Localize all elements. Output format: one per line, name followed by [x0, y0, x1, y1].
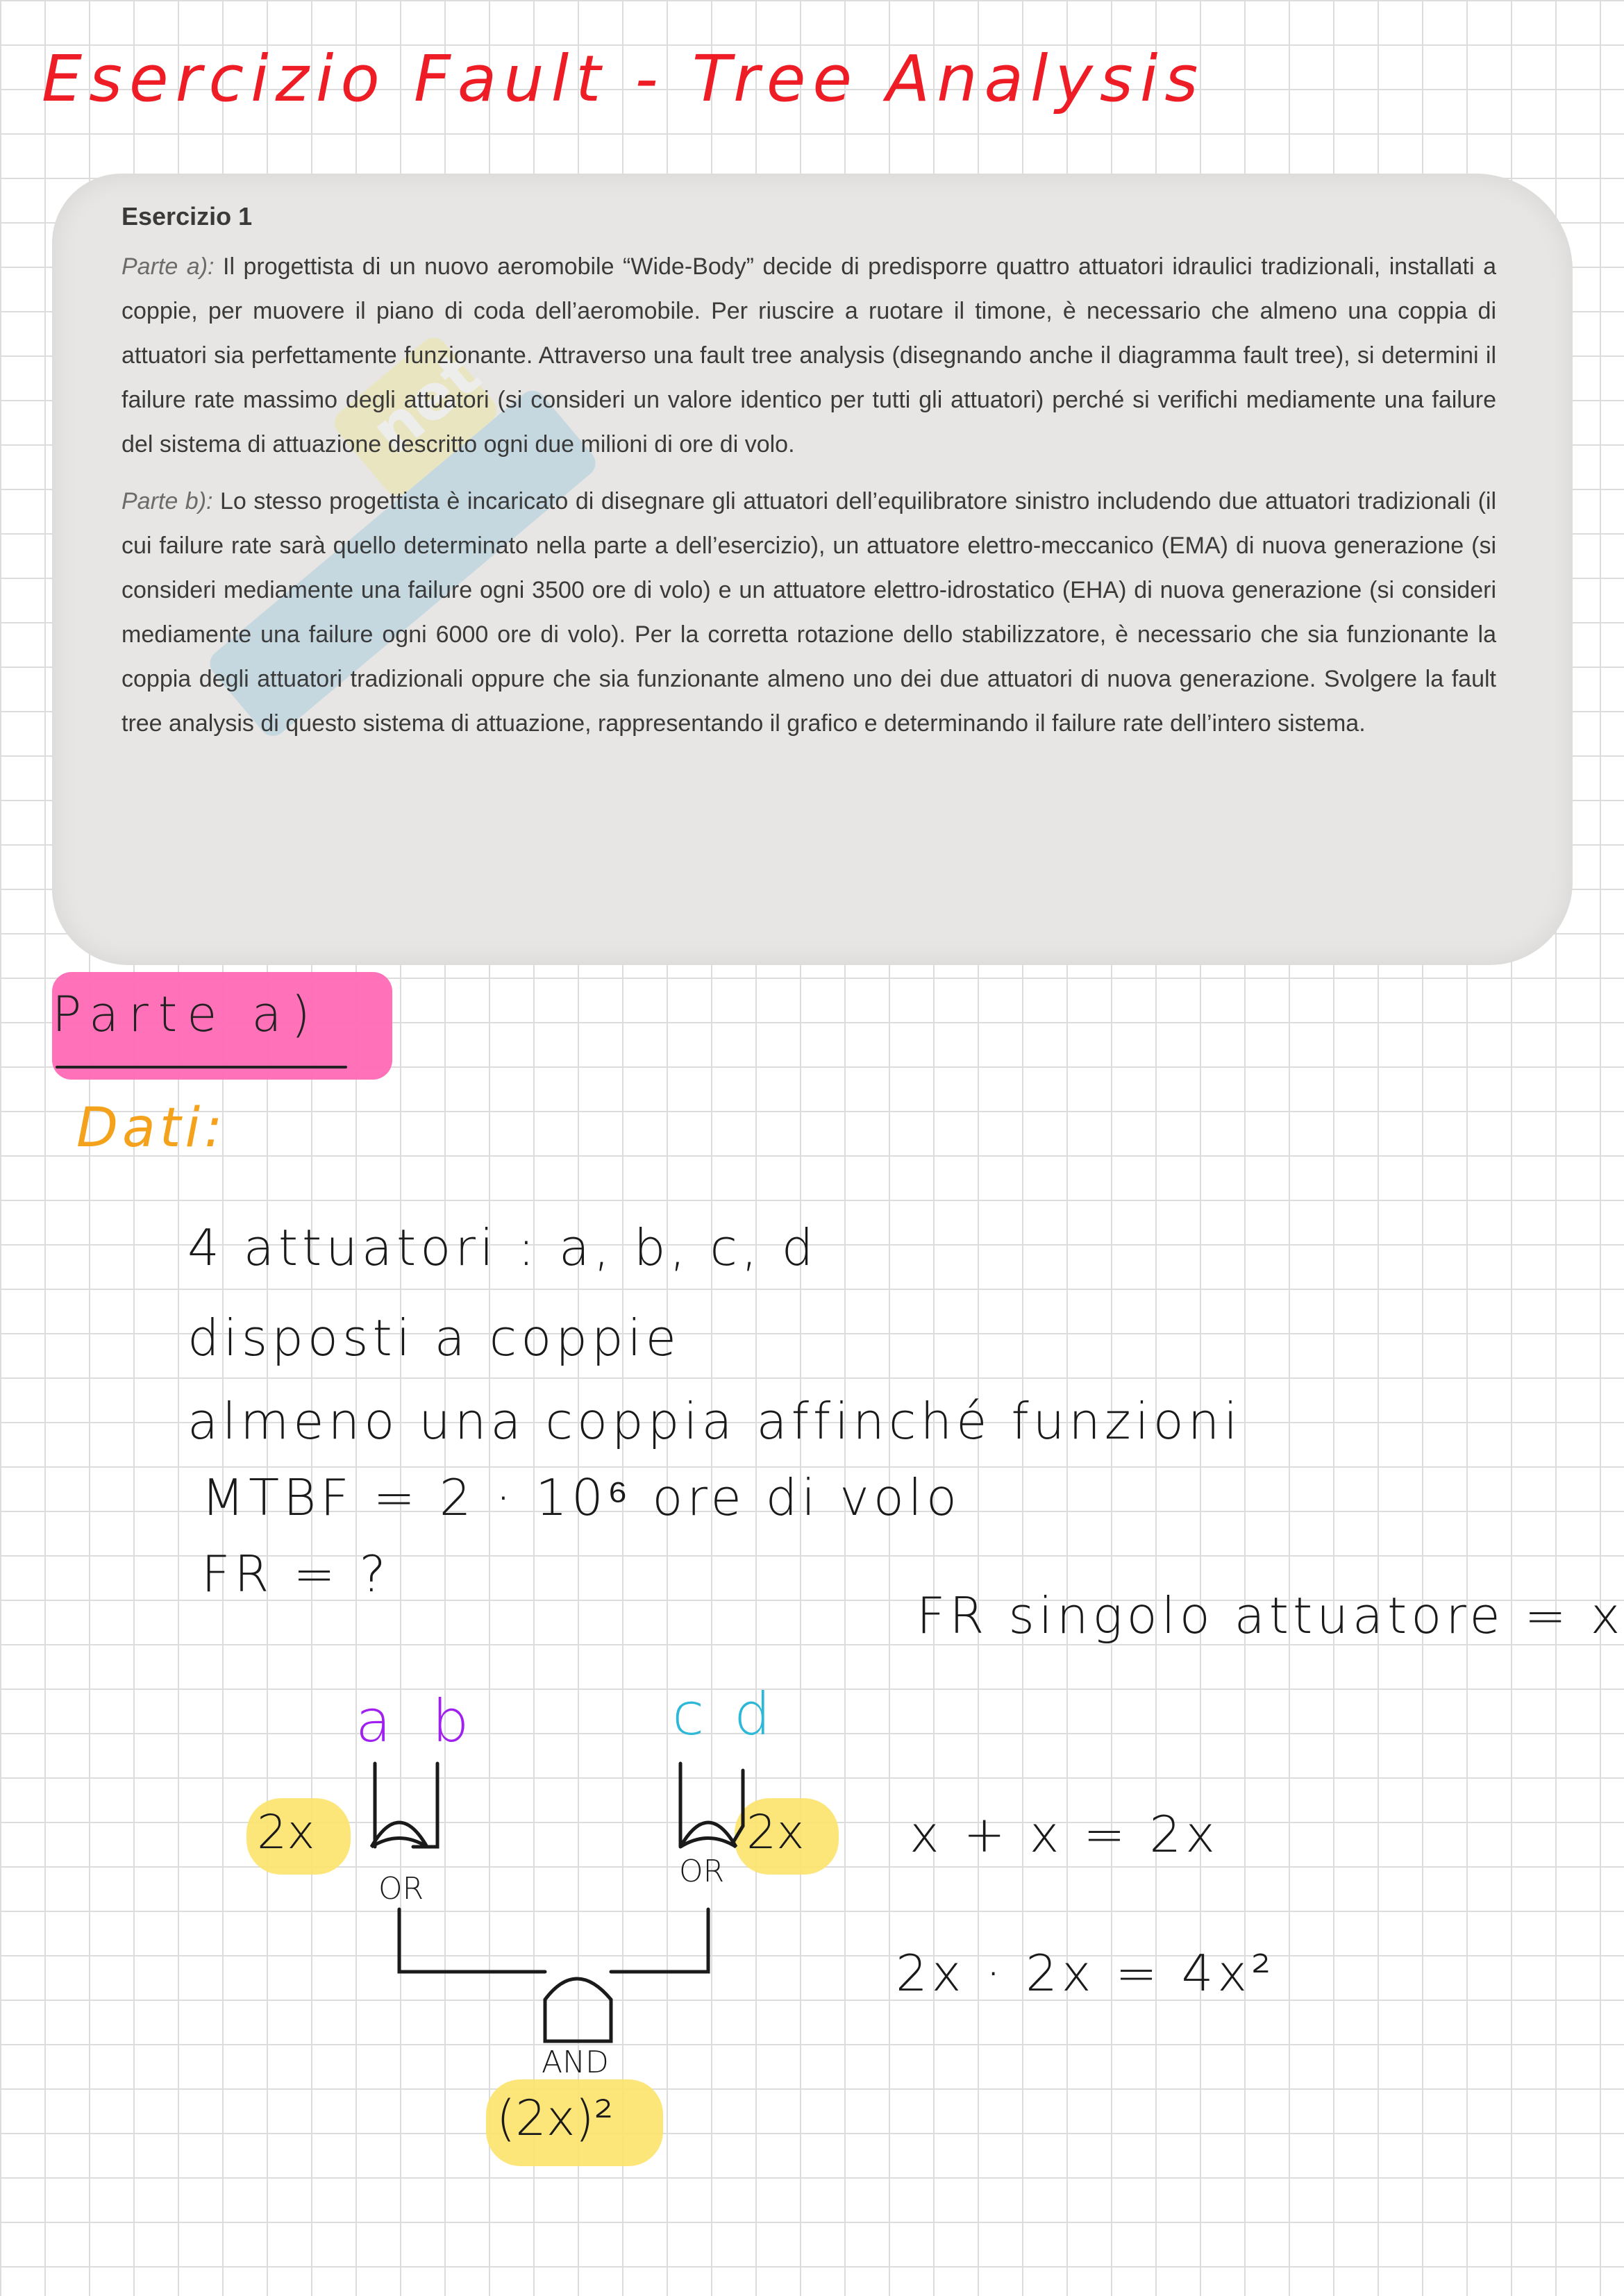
dati-label: Dati:: [76, 1097, 227, 1159]
equation-1: x + x = 2x: [910, 1805, 1219, 1863]
svg-text:net: net: [358, 337, 494, 469]
part-b-text: Lo stesso progettista è incaricato di disegnare gli attuatori dell’equilibratore sinistro includendo due attuatori tradizionali (il cui failure rate sarà quello determinato nella parte a dell’esercizio), un attuatore elettro-meccanico (EMA) di nuova generazione (si consideri mediamente una failure ogni 3500 ore di volo) e un attuatore elettro-idrostatico (EHA) di nuova generazione (si consideri mediamente una failure ogni 6000 ore di volo). Per la corretta rotazione dello stabilizzatore, è necessario che sia funzionante la coppia degli attuatori tradizionali oppure che sia funzionante almeno uno dei due attuatori di nuova generazione. Svolgere la fault tree analysis di questo sistema di attuazione, rappresentando il grafico e determinando il failure rate dell’intero sistema.: [122, 488, 1497, 737]
exercise-sheet: [52, 174, 1573, 965]
section-underline: [56, 1066, 347, 1069]
part-a-text: Il progettista di un nuovo aeromobile “Wide-Body” decide di predisporre quattro attuatori idraulici tradizionali, installati a coppie, per muovere il piano di coda dell’aeromobile. Per riuscire a ruotare il timone, è necessario che almeno una coppia di attuatori sia perfettamente funzionante. Attraverso una fault tree analysis (disegnando anche il diagramma fault tree), si determini il failure rate massimo degli attuatori (si consideri un valore identico per tutti gli attuatori) perché si verifichi mediamente una failure del sistema di attuazione descritto ogni due milioni di ore di volo.: [122, 253, 1496, 458]
note-line-2: disposti a coppie: [187, 1309, 680, 1367]
exercise-heading: Esercizio 1: [122, 202, 253, 231]
or-gate-left: [371, 1763, 437, 1847]
or-label-left: OR: [378, 1871, 424, 1907]
part-a-paragraph: [122, 244, 1496, 467]
section-label: Parte a): [52, 986, 320, 1043]
label-ab: a b: [355, 1687, 480, 1755]
or-gate-right: [680, 1763, 743, 1847]
note-line-1: 4 attuatori : a, b, c, d: [187, 1218, 818, 1277]
and-value: (2x)²: [496, 2090, 614, 2147]
page-title: Esercizio Fault - Tree Analysis: [42, 42, 1205, 116]
and-label: AND: [542, 2045, 609, 2080]
note-line-5: FR = ?: [201, 1545, 390, 1603]
label-cd: c d: [672, 1680, 777, 1748]
equation-2: 2x · 2x = 4x²: [896, 1944, 1275, 2002]
left-value: 2x: [257, 1805, 315, 1860]
note-line-4: MTBF = 2 · 10⁶ ore di volo: [201, 1468, 961, 1527]
or-label-right: OR: [679, 1854, 725, 1889]
part-a-label: Parte a):: [122, 253, 215, 280]
and-gate: [545, 1979, 611, 2041]
note-line-3: almeno una coppia affinché funzioni: [187, 1392, 1242, 1450]
part-b-label: Parte b):: [122, 488, 213, 514]
right-value: 2x: [746, 1805, 805, 1860]
fr-single-note: FR singolo attuatore = x: [916, 1586, 1624, 1645]
part-b-paragraph: [122, 479, 1496, 746]
